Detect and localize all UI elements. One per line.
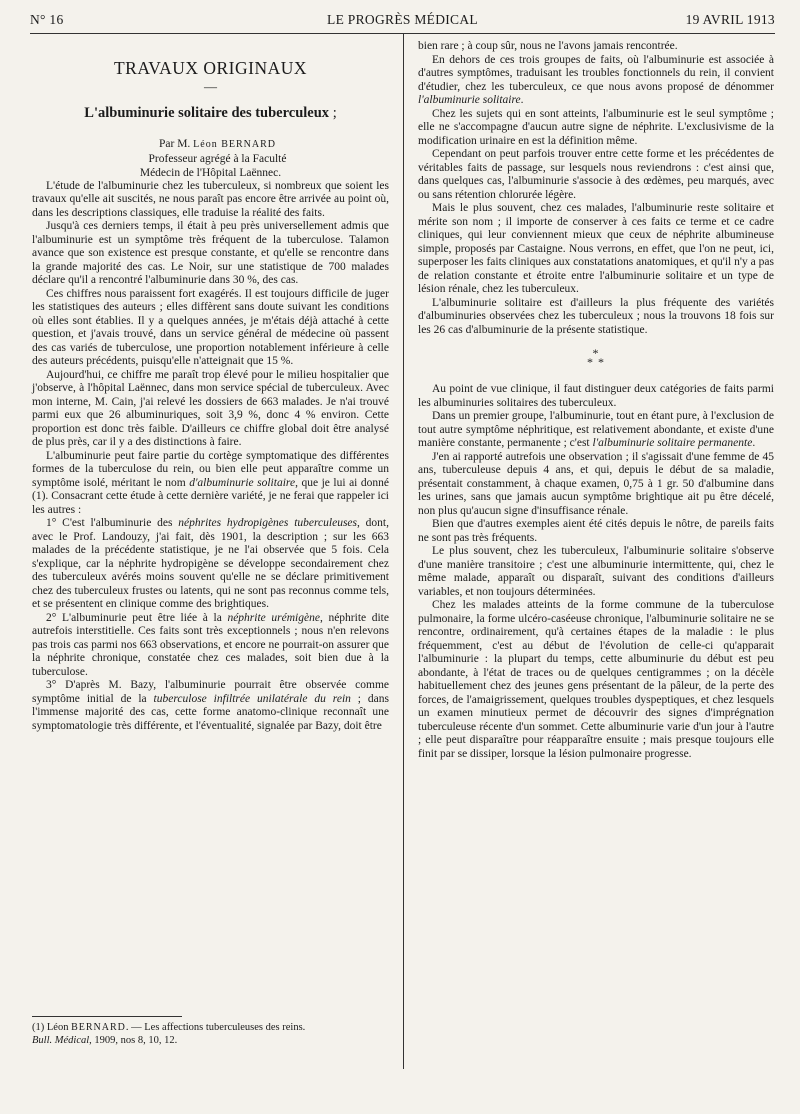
paragraph <box>32 612 389 680</box>
paragraph: Chez les malades atteints de la forme commune de la tuberculose pulmonaire, la forme ulcéro-caséeuse chronique, l'albuminurie solitaire ne se rencontre, ordinairement, qu'à certaines étapes de la maladie : le plus fréquemment, c'est au début de l'évolution de celle-ci qu'apparait l'albuminurie : la plupart du temps, cette albuminurie du début est peu abondante, à l'état de traces ou de quelques centigrammes ; on la décèle habituellement chez des jeunes gens présentant de la pâleur, de la perte des forces, de l'amaigrissement, quelques troubles dyspeptiques, et chez lesquels un examen minutieux permet de découvrir des signes d'imprégnation tuberculeuse récente d'un sommet. Cette albuminurie varie d'un jour à l'autre ; elle peut disparaître pour réapparaître ensuite ; mais presque toujours elle finit par se dissiper, lorsque la lésion pulmonaire progresse. <box>418 599 774 760</box>
issue-date: 19 AVRIL 1913 <box>685 12 775 27</box>
article-title-ref: ; <box>329 105 337 121</box>
paragraph <box>32 450 389 518</box>
paragraph: Mais le plus souvent, chez ces malades, l'albuminurie reste solitaire et mérite son nom ; il importe de conserver à ces faits ce terme et ce cadre cliniques, qui leur conviennent mieux que ceux de néphrite albumineuse simple, proposés par Castaigne. Nous verrons, en effet, que l'on ne peut, ici, superposer les faits cliniques aux constatations anatomiques, et qu'il n'y a pas de relation constante et étroite entre l'albuminurie solitaire et un type de lésion rénale, chez les tuberculeux. <box>418 202 774 295</box>
byline <box>32 137 389 152</box>
footnote-rule <box>32 1016 182 1017</box>
author-name: Léon BERNARD <box>193 138 277 150</box>
text-span: . — Les affections tuberculeuses des reins. <box>125 1022 306 1033</box>
text-span: , néphrite dite autrefois interstitielle. Ces faits sont très exceptionnels ; nous n'en relevons pas trois cas parmi nos 663 observations, et encore ne pourrait-on assurer que la néphrite chronique, constatée chez ces malades, soit bien due à la tuberculose. <box>32 611 389 678</box>
text-span: Dans un premier groupe, l'albuminurie, tout en étant pure, à l'exclusion de tout autre symptôme néphritique, est relativement abondante, et existe d'une manière constante, permanente ; c'est <box>418 410 774 449</box>
italic-term: d'albuminurie solitaire <box>189 476 296 489</box>
section-title: TRAVAUX ORIGINAUX <box>113 58 308 78</box>
byline-prefix: Par M. <box>158 137 194 150</box>
paragraph: Jusqu'à ces derniers temps, il était à peu près universellement admis que l'albuminurie est un symptôme très fréquent de la tuberculose. Talamon avance que son existence est presque constante, et qu'elle se rencontre dans la grande majorité des cas. Le Noir, sur une statistique de 700 malades déclare qu'il a rencontré l'albuminurie dans 30 %, des cas. <box>32 220 389 286</box>
paragraph: Chez les sujets qui en sont atteints, l'albuminurie est le seul symptôme ; elle ne s'accompagne d'aucun autre signe de néphrite. L'exclusivisme de la modification urinaire en est la définition même. <box>418 107 774 147</box>
text-span: 1° C'est l'albuminurie des <box>46 517 179 529</box>
paragraph: Aujourd'hui, ce chiffre me paraît trop élevé pour le milieu hospitalier que j'observe, à l'hôpital Laënnec, dans mon service spécial de tuberculeux. Avec mon interne, M. Cain, j'ai relevé les dossiers de 663 malades. Je n'ai trouvé parmi eux que 26 albuminuriques, soit 3,9 %, donc 4 % environ. Cette proportion est donc très faible. D'ailleurs ce chiffre global doit être analysé de plus près, car il y a des distinctions à faire. <box>32 368 389 448</box>
section-dash: — <box>204 78 217 94</box>
italic-term: l'albuminurie solitaire permanente <box>592 437 753 449</box>
issue-number: N° 16 <box>30 12 64 27</box>
affiliation <box>32 152 389 180</box>
article-title <box>32 107 389 121</box>
paragraph: Cependant on peut parfois trouver entre cette forme et les précédentes de véritables faits de passage, sur lesquels nous reviendrons : c'est ainsi que, dans quelques cas, l'albuminurie s'associe à des œdèmes, peu marqués, avec ou sans rétention chlorurée légère. <box>418 148 774 201</box>
italic-term: tuberculose infiltrée unilatérale du rein <box>153 692 351 705</box>
text-span: . <box>520 94 524 106</box>
affiliation-line-1: Professeur agrégé à la Faculté <box>148 152 287 165</box>
article-title-text: L'albuminurie solitaire des tuberculeux <box>84 105 330 121</box>
text-span: , que je lui ai donné (1). Consacrant cette étude à cette dernière variété, je ne ferai que rappeler ici les autres : <box>32 476 389 516</box>
footnote-journal: Bull. Médical <box>32 1034 90 1046</box>
text-span: (1) Léon <box>32 1022 72 1033</box>
text-span: 2° L'albuminurie peut être liée à la <box>46 611 228 624</box>
section-separator: * * * <box>587 346 605 369</box>
paragraph: Bien que d'autres exemples aient été cités depuis le nôtre, de pareils faits ne sont pas très fréquents. <box>418 518 774 544</box>
paragraph: L'albuminurie solitaire est d'ailleurs la plus fréquente des variétés d'albuminuries observées chez les tuberculeux ; nous la trouvons 18 fois sur les 26 cas d'albuminurie de la présente statistique. <box>418 296 774 336</box>
text-span: . <box>752 437 756 449</box>
paragraph <box>32 517 389 612</box>
paragraph: L'étude de l'albuminurie chez les tuberculeux, si nombreux que soient les travaux qu'elle ait suscités, ne nous paraît pas encore être arrivée au point où, dans les descriptions classiques, elle traduise la réalité des faits. <box>32 179 389 219</box>
right-column <box>418 40 774 761</box>
page-header <box>30 12 775 30</box>
italic-term: néphrites hydropigènes tuberculeuses <box>178 517 357 529</box>
journal-title: LE PROGRÈS MÉDICAL <box>327 12 478 27</box>
italic-term: l'albuminurie solitaire <box>418 94 521 106</box>
left-column <box>32 40 389 733</box>
footnote-text <box>32 1022 389 1047</box>
paragraph: Ces chiffres nous paraissent fort exagérés. Il est toujours difficile de juger les statistiques des auteurs ; elles diffèrent sans doute suivant les conditions où elles sont établies. Il y a quelques années, je m'étais déjà attaché à cette question, et j'avais trouvé, dans un service général de médecine où passent des cas variés de tuberculose, une proportion notablement inférieure à celle des auteurs précédents, puisqu'elle n'atteignait que 15 %. <box>32 287 389 367</box>
paragraph: J'en ai rapporté autrefois une observation ; il s'agissait d'une femme de 45 ans, tuberculeuse depuis 4 ans, et qui, depuis le début de sa maladie, présentait constamment, à chaque examen, 0,75 à 1 gr. 50 d'albumine dans les urines, sans que jamais aucun symptôme brightique ait pu être décelé, non plus qu'aucun signe d'insuffisance rénale. <box>418 450 774 517</box>
paragraph <box>418 54 774 108</box>
paragraph: Au point de vue clinique, il faut distinguer deux catégories de faits parmi les albuminuries solitaires des tuberculeux. <box>418 383 774 409</box>
text-span: ; dans l'immense majorité des cas, cette forme anatomo-clinique reconnaît une symptomatologie très différente, et l'éventualité, signalée par Bazy, doit être <box>32 692 389 732</box>
text-span: En dehors de ces trois groupes de faits, où l'albuminurie est associée à d'autres symptômes, traduisant les troubles fonctionnels du rein, il convient d'étudier, chez les tuberculeux, ce que nous avons proposé de dénommer <box>418 53 774 93</box>
column-divider <box>403 34 404 1069</box>
text-span: 3° D'après M. Bazy, l'albuminurie pourrait être observée comme symptôme initial de la <box>32 679 389 705</box>
paragraph: bien rare ; à coup sûr, nous ne l'avons jamais rencontrée. <box>418 40 678 52</box>
paragraph <box>32 679 389 733</box>
paragraph <box>418 410 774 451</box>
text-span: , 1909, nos 8, 10, 12. <box>89 1034 178 1046</box>
text-span: , dont, avec le Prof. Landouzy, j'ai fait, dès 1901, la description ; sur les 663 malades de la précédente statistique, je ne l'ai observée que 5 fois. Cela s'explique, car la néphrite hydropigène se développe secondairement chez des tuberculeux avérés moins souvent qu'elle ne se déclare primitivement chez des tuberculeux frustes ou latents, qui ne sont pas reconnus comme tels, et se présentent en clinique comme des brightiques. <box>32 517 389 610</box>
italic-term: néphrite urémigène <box>227 611 320 624</box>
paragraph: Le plus souvent, chez les tuberculeux, l'albuminurie solitaire s'observe d'une manière transitoire ; c'est une albuminurie intermittente, qui, chez le même malade, apparaît ou disparaît, suivant des conditions d'ailleurs variables, et non toujours déterminées. <box>418 545 774 598</box>
footnote-author: BERNARD <box>71 1022 126 1033</box>
footnote <box>32 1022 389 1047</box>
affiliation-line-2: Médecin de l'Hôpital Laënnec. <box>139 166 282 179</box>
text-span: L'albuminurie peut faire partie du cortège symptomatique des différentes formes de la tuberculose du rein, ou bien elle peut apparaître comme un symptôme isolé, méritant le nom <box>32 449 389 489</box>
